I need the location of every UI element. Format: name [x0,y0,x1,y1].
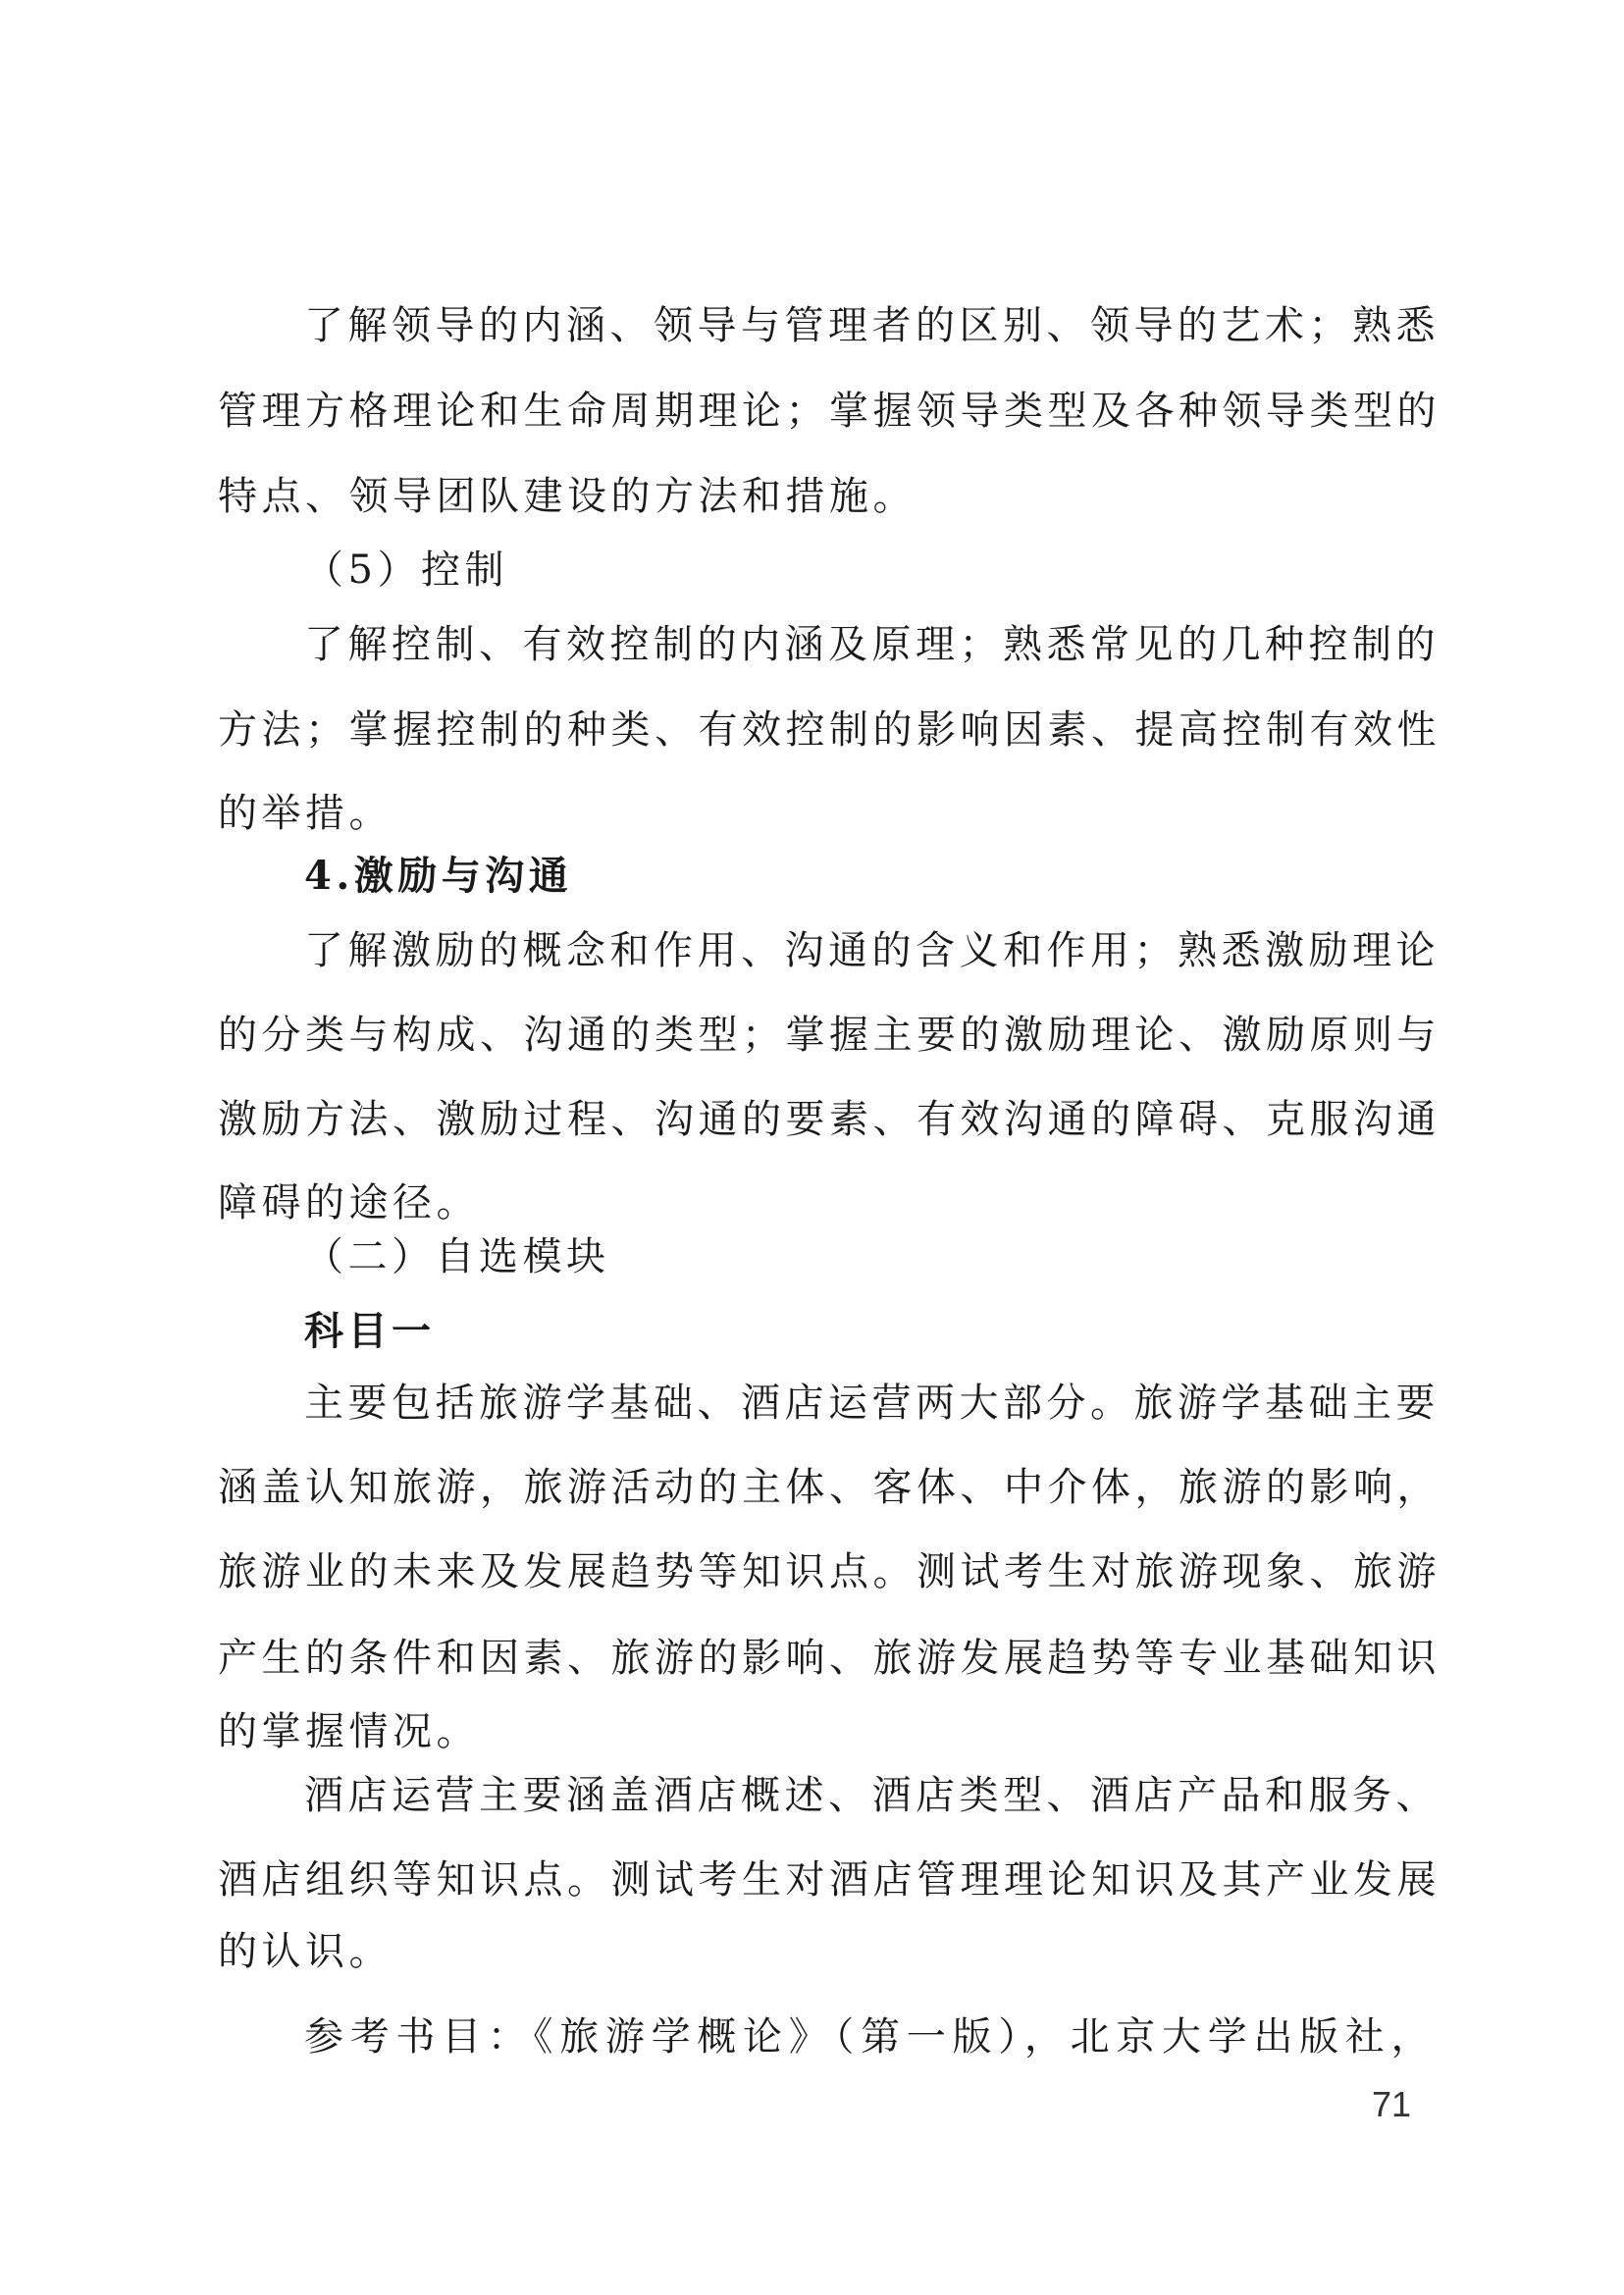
paragraph-tourism-line-3: 旅游业的未来及发展趋势等知识点。测试考生对旅游现象、旅游 [218,1549,1441,1594]
paragraph-motivation-line-3: 激励方法、激励过程、沟通的要素、有效沟通的障碍、克服沟通 [218,1097,1441,1142]
paragraph-reference-line-1: 参考书目：《旅游学概论》（第一版），北京大学出版社， [304,2014,1435,2060]
section-heading-control: （5）控制 [304,548,508,593]
paragraph-tourism-line-4: 产生的条件和因素、旅游的影响、旅游发展趋势等专业基础知识 [218,1636,1441,1681]
paragraph-tourism-line-1: 主要包括旅游学基础、酒店运营两大部分。旅游学基础主要 [304,1381,1440,1426]
section-heading-optional-modules: （二）自选模块 [304,1234,610,1279]
paragraph-motivation-line-4: 障碍的途径。 [218,1180,480,1226]
paragraph-leadership-line-3: 特点、领导团队建设的方法和措施。 [218,474,917,519]
paragraph-tourism-line-2: 涵盖认知旅游，旅游活动的主体、客体、中介体，旅游的影响， [218,1465,1441,1510]
paragraph-leadership-line-1: 了解领导的内涵、领导与管理者的区别、领导的艺术；熟悉 [304,303,1440,348]
section-heading-subject-one: 科目一 [304,1308,436,1354]
paragraph-leadership-line-2: 管理方格理论和生命周期理论；掌握领导类型及各种领导类型的 [218,389,1441,434]
paragraph-hotel-line-2: 酒店组织等知识点。测试考生对酒店管理理论知识及其产业发展 [218,1857,1441,1903]
paragraph-motivation-line-1: 了解激励的概念和作用、沟通的含义和作用；熟悉激励理论 [304,928,1440,973]
paragraph-hotel-line-3: 的认识。 [218,1929,393,1974]
section-heading-motivation: 4.激励与沟通 [304,853,573,899]
paragraph-control-line-1: 了解控制、有效控制的内涵及原理；熟悉常见的几种控制的 [304,622,1440,667]
paragraph-control-line-3: 的举措。 [218,791,393,836]
paragraph-tourism-line-5: 的掌握情况。 [218,1709,480,1754]
paragraph-control-line-2: 方法；掌握控制的种类、有效控制的影响因素、提高控制有效性 [218,707,1441,753]
paragraph-hotel-line-1: 酒店运营主要涵盖酒店概述、酒店类型、酒店产品和服务、 [304,1773,1440,1818]
paragraph-motivation-line-2: 的分类与构成、沟通的类型；掌握主要的激励理论、激励原则与 [218,1013,1441,1058]
page-number: 71 [1372,2084,1412,2124]
